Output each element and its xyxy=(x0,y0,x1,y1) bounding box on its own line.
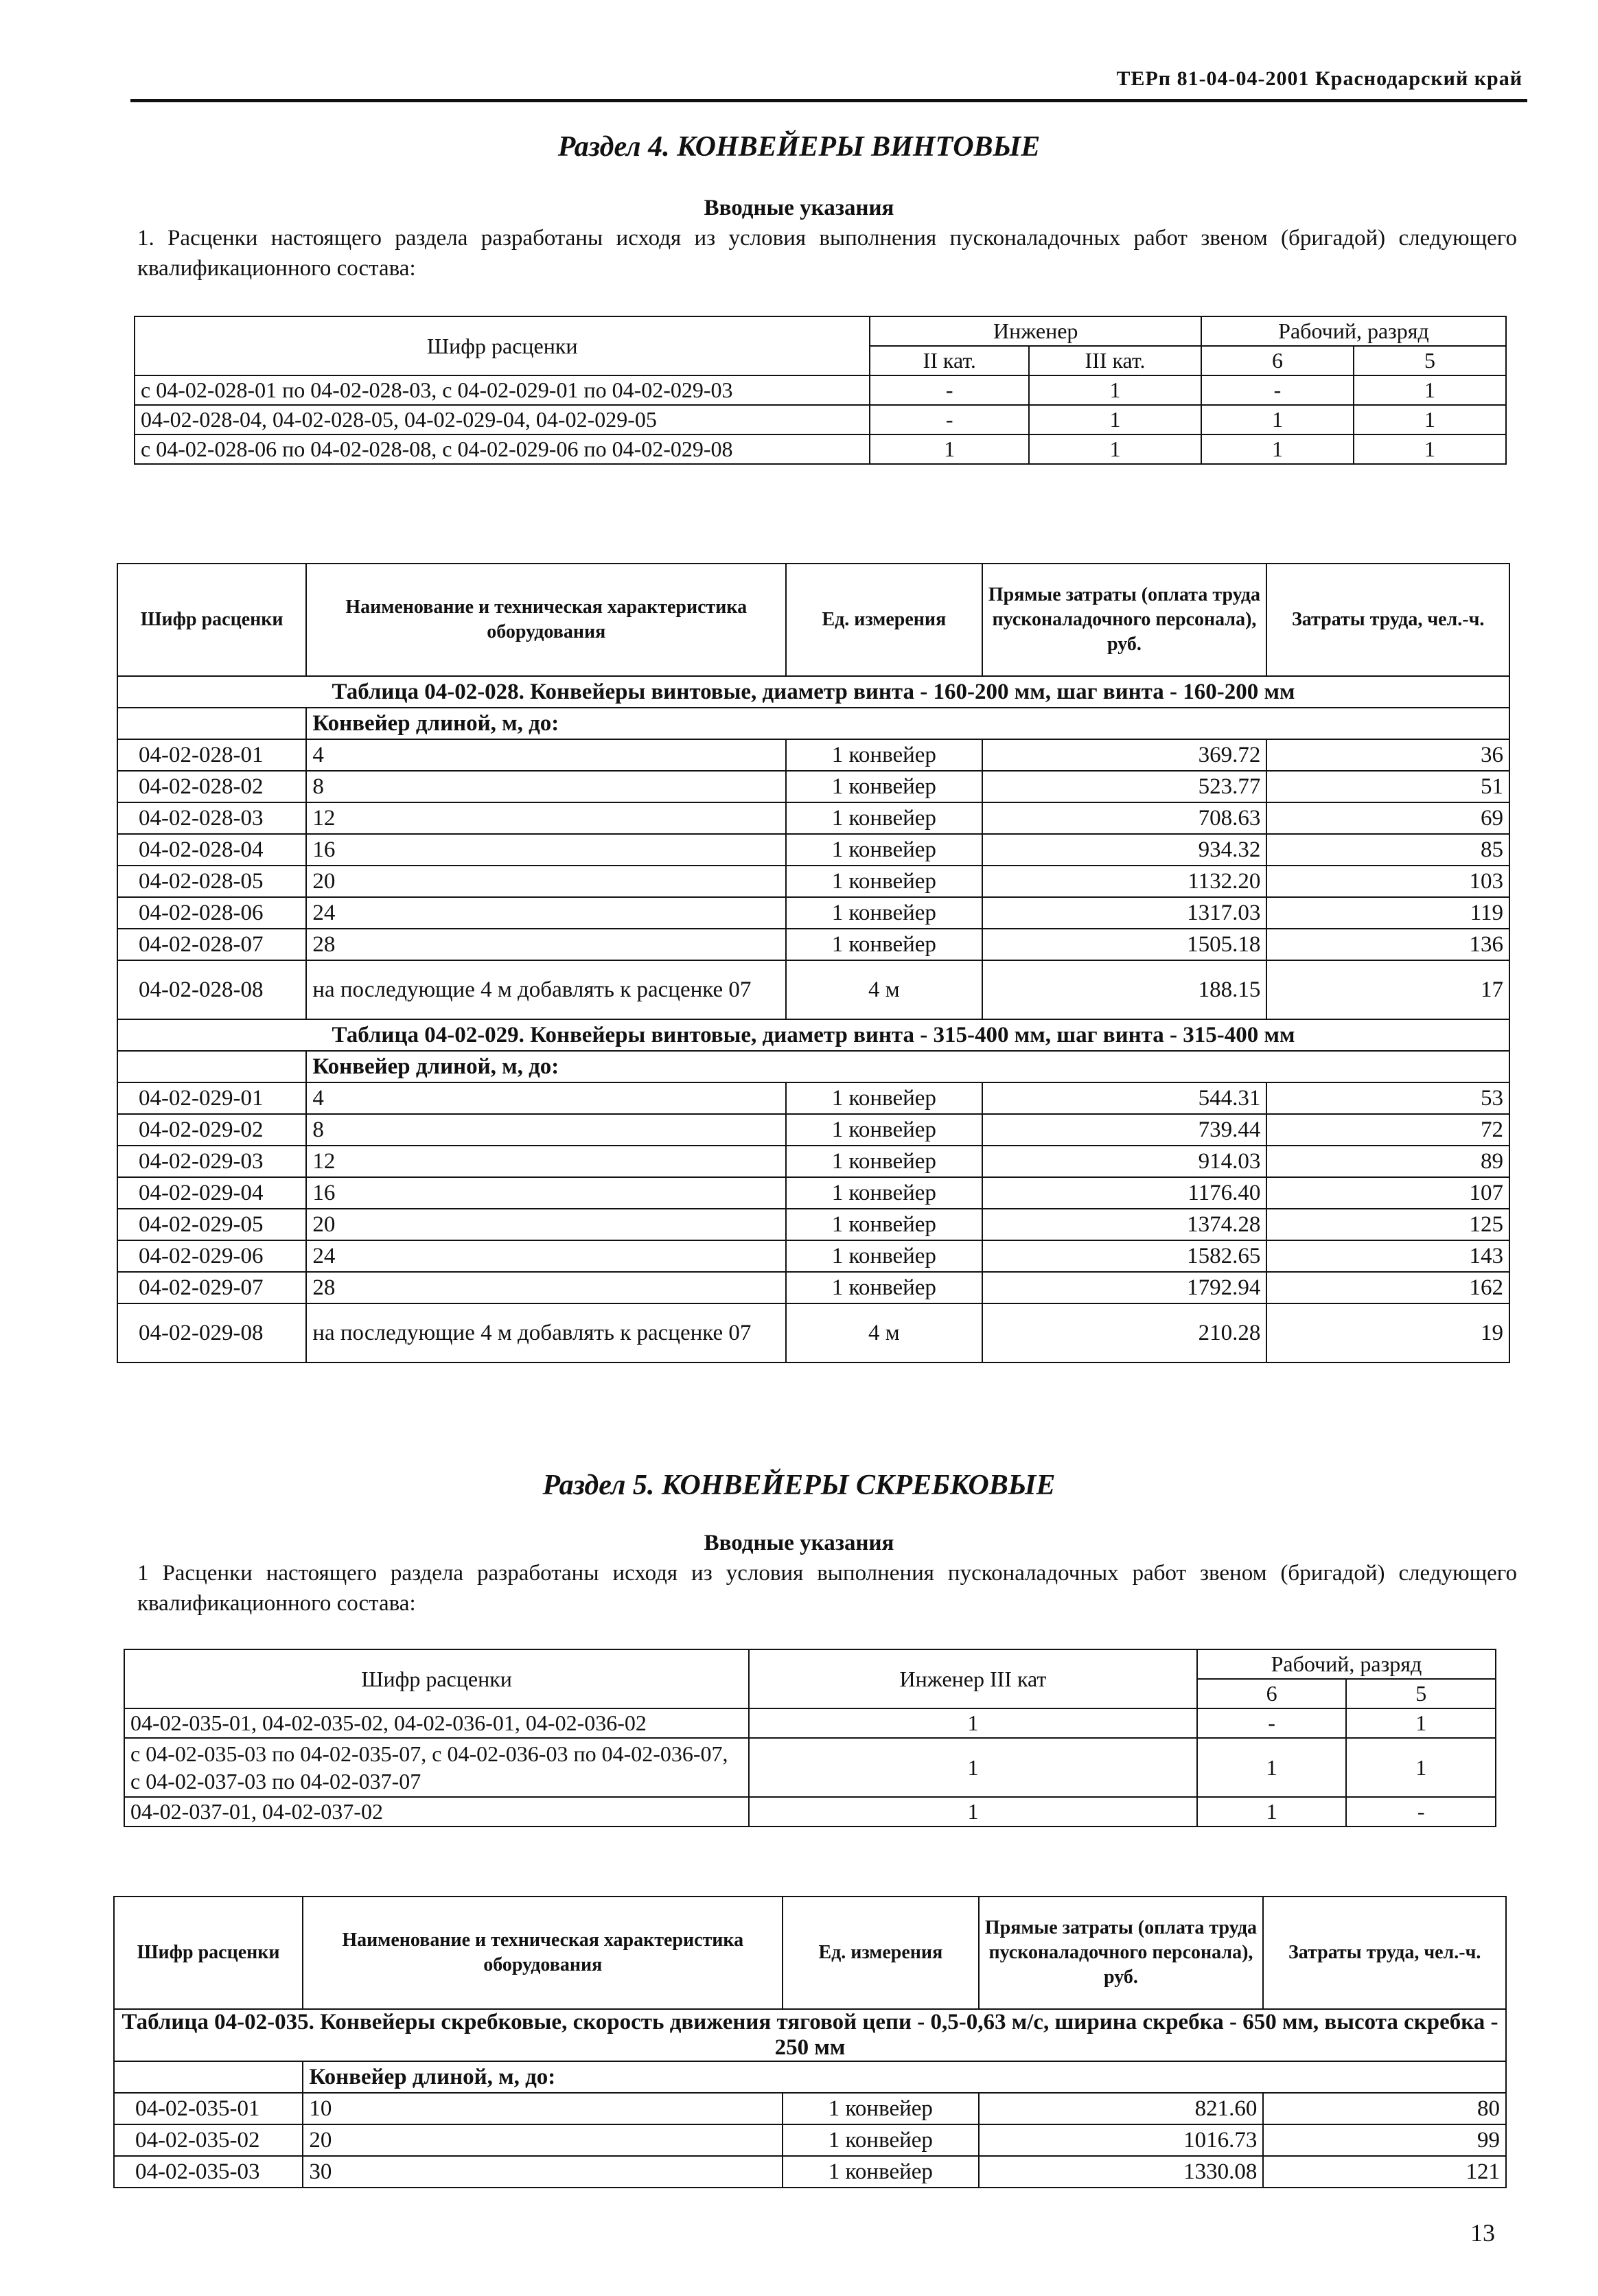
sub-col-header: 5 xyxy=(1354,346,1506,375)
col-header-code: Шифр расценки xyxy=(117,564,306,676)
row-labor: 80 xyxy=(1263,2093,1506,2124)
table-row xyxy=(117,1272,1509,1303)
section-4-intro-text: 1. Расценки настоящего раздела разработаны исходя из условия выполнения пусконаладочных работ звеном (бригадой) следующего квалификационного состава: xyxy=(137,226,1517,281)
row-labor: 51 xyxy=(1266,771,1509,802)
table-subtitle-row xyxy=(117,1051,1509,1082)
row-cost: 544.31 xyxy=(982,1082,1267,1114)
sub-col-header: II кат. xyxy=(870,346,1029,375)
row-code: 04-02-028-03 xyxy=(117,802,306,834)
table-caption-row xyxy=(114,2009,1506,2061)
row-cost: 739.44 xyxy=(982,1114,1267,1146)
cell-value: 1 xyxy=(1354,405,1506,434)
row-code: 04-02-029-01 xyxy=(117,1082,306,1114)
table-row xyxy=(117,802,1509,834)
row-cost: 1176.40 xyxy=(982,1177,1267,1209)
empty-cell xyxy=(117,708,306,739)
col-header-worker: Рабочий, разряд xyxy=(1197,1649,1496,1679)
row-code: 04-02-035-01, 04-02-035-02, 04-02-036-01, 04-02-036-02 xyxy=(124,1708,749,1738)
row-name: 4 xyxy=(306,739,786,771)
row-cost: 1132.20 xyxy=(982,866,1267,897)
section-4-price-table xyxy=(117,563,1510,1363)
row-code: 04-02-028-08 xyxy=(117,960,306,1019)
row-name: 28 xyxy=(306,929,786,960)
cell-value: 1 xyxy=(749,1797,1197,1827)
table-row xyxy=(117,1114,1509,1146)
row-unit: 1 конвейер xyxy=(786,1177,982,1209)
row-code: с 04-02-028-06 по 04-02-028-08, с 04-02-029-06 по 04-02-029-08 xyxy=(135,434,870,464)
row-unit: 1 конвейер xyxy=(786,1114,982,1146)
row-labor: 103 xyxy=(1266,866,1509,897)
table-row xyxy=(117,834,1509,866)
row-labor: 162 xyxy=(1266,1272,1509,1303)
row-labor: 17 xyxy=(1266,960,1509,1019)
table-subtitle: Конвейер длиной, м, до: xyxy=(303,2061,1506,2093)
section-5-intro-text: 1 Расценки настоящего раздела разработаны исходя из условия выполнения пусконаладочных работ звеном (бригадой) следующего квалификационного состава: xyxy=(137,1561,1517,1616)
row-cost: 708.63 xyxy=(982,802,1267,834)
row-name: 24 xyxy=(306,897,786,929)
cell-value: 1 xyxy=(749,1708,1197,1738)
row-cost: 369.72 xyxy=(982,739,1267,771)
row-labor: 89 xyxy=(1266,1146,1509,1177)
col-header-unit: Ед. измерения xyxy=(783,1897,978,2009)
row-unit: 1 конвейер xyxy=(786,897,982,929)
row-code: 04-02-037-01, 04-02-037-02 xyxy=(124,1797,749,1827)
row-cost: 1016.73 xyxy=(979,2124,1264,2156)
row-unit: 1 конвейер xyxy=(783,2093,978,2124)
row-code: 04-02-029-07 xyxy=(117,1272,306,1303)
table-subtitle: Конвейер длиной, м, до: xyxy=(306,1051,1509,1082)
row-name: 20 xyxy=(303,2124,783,2156)
row-code: 04-02-029-04 xyxy=(117,1177,306,1209)
col-header-name: Наименование и техническая характеристика оборудования xyxy=(306,564,786,676)
col-header-worker: Рабочий, разряд xyxy=(1201,316,1506,346)
section-5-price-table xyxy=(113,1896,1507,2188)
row-labor: 119 xyxy=(1266,897,1509,929)
row-unit: 1 конвейер xyxy=(786,1240,982,1272)
table-row xyxy=(117,1177,1509,1209)
row-code: 04-02-029-02 xyxy=(117,1114,306,1146)
row-unit: 1 конвейер xyxy=(786,1146,982,1177)
col-header-code: Шифр расценки xyxy=(124,1649,749,1708)
row-unit: 1 конвейер xyxy=(786,802,982,834)
cell-value: 1 xyxy=(749,1738,1197,1797)
row-cost: 934.32 xyxy=(982,834,1267,866)
row-code: 04-02-029-08 xyxy=(117,1303,306,1362)
section-5-title: Раздел 5. КОНВЕЙЕРЫ СКРЕБКОВЫЕ xyxy=(542,1470,1056,1501)
row-code: 04-02-029-06 xyxy=(117,1240,306,1272)
cell-value: 1 xyxy=(1346,1708,1496,1738)
col-header-name: Наименование и техническая характеристика оборудования xyxy=(303,1897,783,2009)
table-row xyxy=(117,960,1509,1019)
row-cost: 210.28 xyxy=(982,1303,1267,1362)
section-5-intro-title: Вводные указания xyxy=(704,1531,894,1555)
row-unit: 1 конвейер xyxy=(786,771,982,802)
col-header-cost: Прямые затраты (оплата труда пусконаладочного персонала), руб. xyxy=(979,1897,1264,2009)
section-4-title: Раздел 4. КОНВЕЙЕРЫ ВИНТОВЫЕ xyxy=(557,131,1041,163)
cell-value: 1 xyxy=(1029,375,1201,405)
cell-value: 1 xyxy=(870,434,1029,464)
col-header-cost: Прямые затраты (оплата труда пусконаладочного персонала), руб. xyxy=(982,564,1267,676)
section-4-qualification-table xyxy=(134,316,1507,465)
row-labor: 36 xyxy=(1266,739,1509,771)
table-row xyxy=(117,1209,1509,1240)
table-row xyxy=(114,2124,1506,2156)
table-subtitle-row xyxy=(117,708,1509,739)
row-labor: 136 xyxy=(1266,929,1509,960)
running-header: ТЕРп 81-04-04-2001 Краснодарский край xyxy=(1116,67,1522,90)
row-code: 04-02-035-01 xyxy=(114,2093,303,2124)
col-header-code: Шифр расценки xyxy=(135,316,870,375)
row-labor: 125 xyxy=(1266,1209,1509,1240)
row-unit: 1 конвейер xyxy=(783,2156,978,2188)
section-5-qualification-table xyxy=(124,1649,1496,1827)
cell-value: 1 xyxy=(1354,375,1506,405)
col-header-labor: Затраты труда, чел.-ч. xyxy=(1263,1897,1506,2009)
row-cost: 1792.94 xyxy=(982,1272,1267,1303)
cell-value: 1 xyxy=(1197,1797,1347,1827)
row-cost: 523.77 xyxy=(982,771,1267,802)
table-row xyxy=(117,1240,1509,1272)
header-rule xyxy=(130,99,1527,102)
cell-value: 1 xyxy=(1201,434,1354,464)
table-row xyxy=(114,2156,1506,2188)
row-name: 8 xyxy=(306,1114,786,1146)
row-labor: 143 xyxy=(1266,1240,1509,1272)
empty-cell xyxy=(114,2061,303,2093)
sub-col-header: 5 xyxy=(1346,1679,1496,1708)
table-caption: Таблица 04-02-029. Конвейеры винтовые, диаметр винта - 315-400 мм, шаг винта - 315-400 мм xyxy=(117,1019,1509,1051)
row-labor: 72 xyxy=(1266,1114,1509,1146)
cell-value: 1 xyxy=(1201,405,1354,434)
row-cost: 188.15 xyxy=(982,960,1267,1019)
row-cost: 914.03 xyxy=(982,1146,1267,1177)
row-name: на последующие 4 м добавлять к расценке 07 xyxy=(306,960,786,1019)
row-labor: 85 xyxy=(1266,834,1509,866)
row-code: 04-02-035-02 xyxy=(114,2124,303,2156)
table-subtitle: Конвейер длиной, м, до: xyxy=(306,708,1509,739)
table-row xyxy=(124,1738,1496,1797)
col-header-engineer: Инженер xyxy=(870,316,1201,346)
table-caption: Таблица 04-02-028. Конвейеры винтовые, диаметр винта - 160-200 мм, шаг винта - 160-200 мм xyxy=(117,676,1509,708)
cell-value: 1 xyxy=(1197,1738,1347,1797)
sub-col-header: III кат. xyxy=(1029,346,1201,375)
row-unit: 1 конвейер xyxy=(786,1082,982,1114)
col-header-code: Шифр расценки xyxy=(114,1897,303,2009)
row-name: 20 xyxy=(306,1209,786,1240)
row-code: 04-02-028-05 xyxy=(117,866,306,897)
cell-value: - xyxy=(870,375,1029,405)
row-code: 04-02-028-02 xyxy=(117,771,306,802)
row-code: с 04-02-035-03 по 04-02-035-07, с 04-02-036-03 по 04-02-036-07, с 04-02-037-03 по 04-02-037-07 xyxy=(124,1738,749,1797)
row-name: 24 xyxy=(306,1240,786,1272)
empty-cell xyxy=(117,1051,306,1082)
table-caption-row xyxy=(117,676,1509,708)
row-name: 20 xyxy=(306,866,786,897)
row-code: 04-02-029-05 xyxy=(117,1209,306,1240)
sub-col-header: 6 xyxy=(1201,346,1354,375)
table-row xyxy=(117,771,1509,802)
table-row xyxy=(117,1082,1509,1114)
cell-value: 1 xyxy=(1354,434,1506,464)
row-unit: 1 конвейер xyxy=(786,1272,982,1303)
cell-value: - xyxy=(870,405,1029,434)
table-row xyxy=(124,1708,1496,1738)
row-unit: 1 конвейер xyxy=(786,834,982,866)
table-row xyxy=(117,1303,1509,1362)
row-labor: 107 xyxy=(1266,1177,1509,1209)
row-code: 04-02-028-04, 04-02-028-05, 04-02-029-04, 04-02-029-05 xyxy=(135,405,870,434)
row-code: 04-02-028-01 xyxy=(117,739,306,771)
table-row xyxy=(114,2093,1506,2124)
row-unit: 4 м xyxy=(786,1303,982,1362)
row-code: 04-02-029-03 xyxy=(117,1146,306,1177)
table-row xyxy=(135,405,1506,434)
cell-value: 1 xyxy=(1029,434,1201,464)
cell-value: - xyxy=(1346,1797,1496,1827)
table-row xyxy=(117,929,1509,960)
table-row xyxy=(117,1146,1509,1177)
page-number: 13 xyxy=(1470,2219,1495,2247)
row-cost: 1505.18 xyxy=(982,929,1267,960)
row-unit: 1 конвейер xyxy=(783,2124,978,2156)
cell-value: 1 xyxy=(1346,1738,1496,1797)
row-name: 28 xyxy=(306,1272,786,1303)
row-labor: 19 xyxy=(1266,1303,1509,1362)
row-code: с 04-02-028-01 по 04-02-028-03, с 04-02-029-01 по 04-02-029-03 xyxy=(135,375,870,405)
cell-value: - xyxy=(1201,375,1354,405)
table-row xyxy=(135,434,1506,464)
table-caption-row xyxy=(117,1019,1509,1051)
cell-value: 1 xyxy=(1029,405,1201,434)
row-labor: 69 xyxy=(1266,802,1509,834)
row-name: на последующие 4 м добавлять к расценке 07 xyxy=(306,1303,786,1362)
row-cost: 821.60 xyxy=(979,2093,1264,2124)
section-4-intro-title: Вводные указания xyxy=(704,196,894,220)
row-unit: 1 конвейер xyxy=(786,739,982,771)
row-name: 10 xyxy=(303,2093,783,2124)
row-name: 16 xyxy=(306,834,786,866)
col-header-labor: Затраты труда, чел.-ч. xyxy=(1266,564,1509,676)
col-header-unit: Ед. измерения xyxy=(786,564,982,676)
table-row xyxy=(124,1797,1496,1827)
table-subtitle-row xyxy=(114,2061,1506,2093)
row-unit: 4 м xyxy=(786,960,982,1019)
row-unit: 1 конвейер xyxy=(786,866,982,897)
sub-col-header: 6 xyxy=(1197,1679,1347,1708)
row-labor: 99 xyxy=(1263,2124,1506,2156)
col-header-engineer: Инженер III кат xyxy=(749,1649,1197,1708)
row-name: 12 xyxy=(306,802,786,834)
cell-value: - xyxy=(1197,1708,1347,1738)
row-name: 12 xyxy=(306,1146,786,1177)
row-labor: 53 xyxy=(1266,1082,1509,1114)
row-labor: 121 xyxy=(1263,2156,1506,2188)
row-name: 8 xyxy=(306,771,786,802)
row-unit: 1 конвейер xyxy=(786,929,982,960)
row-cost: 1374.28 xyxy=(982,1209,1267,1240)
row-cost: 1582.65 xyxy=(982,1240,1267,1272)
table-caption: Таблица 04-02-035. Конвейеры скребковые, скорость движения тяговой цепи - 0,5-0,63 м/с, ширина скребка - 650 мм, высота скребка - 250 мм xyxy=(114,2009,1506,2061)
row-code: 04-02-028-04 xyxy=(117,834,306,866)
row-code: 04-02-028-06 xyxy=(117,897,306,929)
table-row xyxy=(117,897,1509,929)
table-row xyxy=(135,375,1506,405)
row-code: 04-02-028-07 xyxy=(117,929,306,960)
row-cost: 1330.08 xyxy=(979,2156,1264,2188)
row-name: 16 xyxy=(306,1177,786,1209)
row-name: 4 xyxy=(306,1082,786,1114)
row-unit: 1 конвейер xyxy=(786,1209,982,1240)
row-cost: 1317.03 xyxy=(982,897,1267,929)
row-name: 30 xyxy=(303,2156,783,2188)
table-row xyxy=(117,739,1509,771)
table-row xyxy=(117,866,1509,897)
row-code: 04-02-035-03 xyxy=(114,2156,303,2188)
